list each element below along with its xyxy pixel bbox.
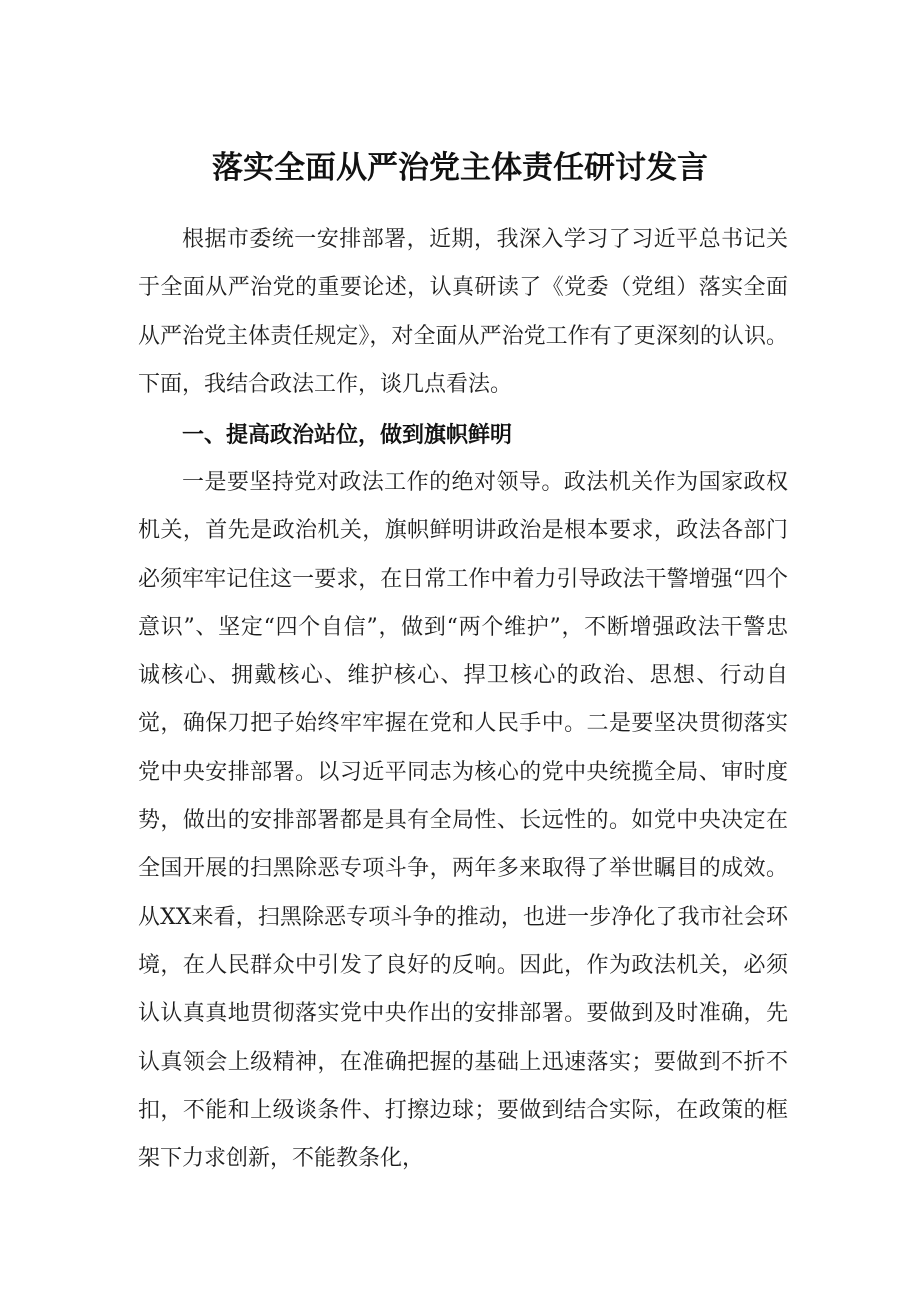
document-title: 落实全面从严治党主体责任研讨发言 [212,149,708,186]
intro-paragraph: 根据市委统一安排部署，近期，我深入学习了习近平总书记关于全面从严治党的重要论述，认真研读了《党委（党组）落实全面从严治党主体责任规定》，对全面从严治党工作有了更深刻的认识。下面，我结合政法工作，谈几点看法。 [138,227,788,397]
section-paragraph: 一是要坚持党对政法工作的绝对领导。政法机关作为国家政权机关，首先是政治机关，旗帜鲜明讲政治是根本要求，政法各部门必须牢牢记住这一要求，在日常工作中着力引导政法干警增强“四个意识”、坚定“四个自信”，做到“两个维护”，不断增强政法干警忠诚核心、拥戴核心、维护核心、捍卫核心的政治、思想、行动自觉，确保刀把子始终牢牢握在党和人民手中。二是要坚决贯彻落实党中央安排部署。以习近平同志为核心的党中央统揽全局、审时度势，做出的安排部署都是具有全局性、长远性的。如党中央决定在全国开展的扫黑除恶专项斗争，两年多来取得了举世瞩目的成效。从XX来看，扫黑除恶专项斗争的推动，也进一步净化了我市社会环境，在人民群众中引发了良好的反响。因此，作为政法机关，必须认认真真地贯彻落实党中央作出的安排部署。要做到及时准确，先认真领会上级精神，在准确把握的基础上迅速落实；要做到不折不扣，不能和上级谈条件、打擦边球；要做到结合实际，在政策的框架下力求创新，不能教条化， [138,470,788,1172]
section-heading: 一、提高政治站位，做到旗帜鲜明 [182,423,513,448]
